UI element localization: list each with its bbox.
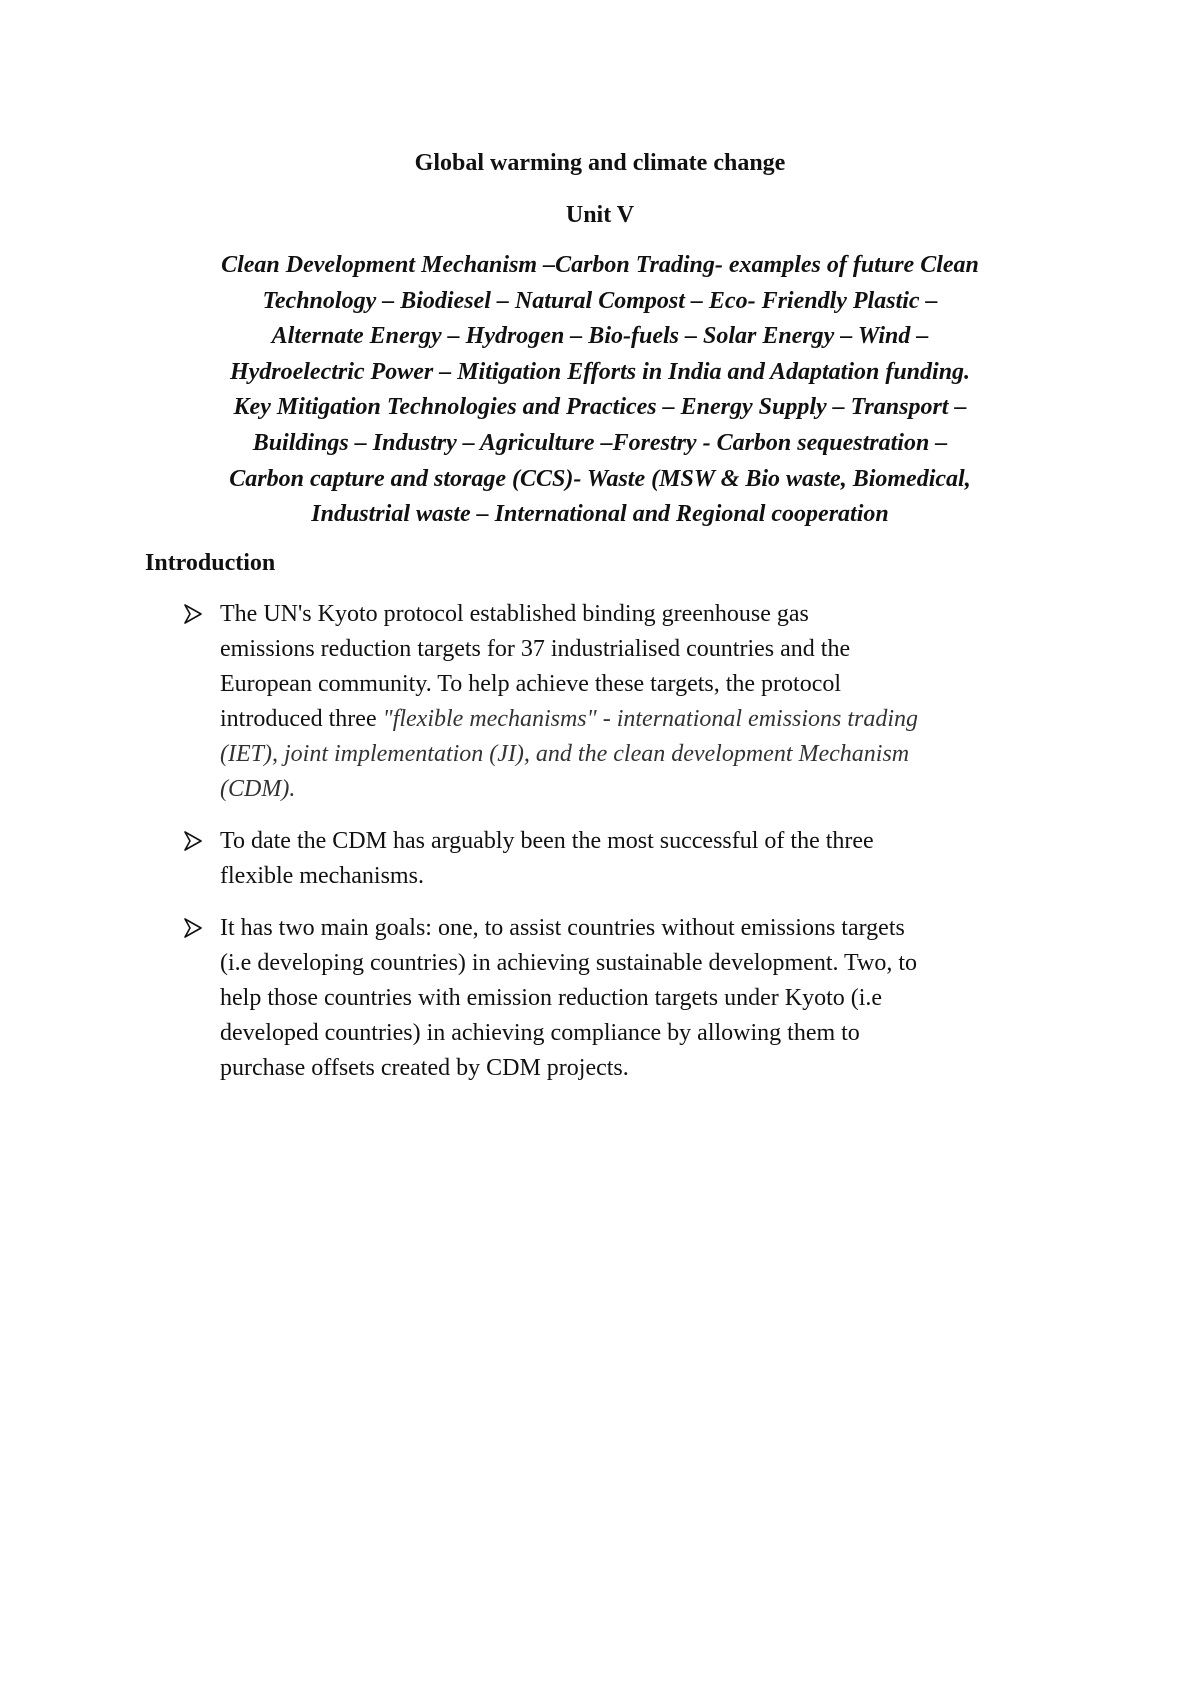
bullet-line: It has two main goals: one, to assist countries without emissions targets xyxy=(220,915,905,941)
syllabus-block xyxy=(140,248,1060,533)
italic-quote: (IET), joint implementation (JI), and the clean development Mechanism xyxy=(220,741,910,767)
bullet-line: developed countries) in achieving compliance by allowing them to xyxy=(220,1020,860,1046)
italic-quote: "flexible mechanisms" - international emissions trading xyxy=(382,706,919,732)
bullet-line: To date the CDM has arguably been the most successful of the three xyxy=(220,828,874,854)
syllabus-line: Hydroelectric Power – Mitigation Efforts in India and Adaptation funding. xyxy=(229,358,971,385)
syllabus-line: Carbon capture and storage (CCS)- Waste (MSW & Bio waste, Biomedical, xyxy=(229,465,971,492)
bullet-line-mixed xyxy=(220,702,1063,737)
bullet-text: introduced three xyxy=(220,706,383,732)
bullet-line: (i.e developing countries) in achieving sustainable development. Two, to xyxy=(220,950,918,976)
bullet-list xyxy=(183,597,1063,1103)
document-title: Global warming and climate change xyxy=(414,150,786,176)
list-item xyxy=(183,597,1063,807)
unit-label: Unit V xyxy=(565,202,635,228)
syllabus-line: Buildings – Industry – Agriculture –Forestry - Carbon sequestration – xyxy=(252,429,948,456)
italic-quote: (CDM). xyxy=(220,776,296,802)
bullet-line: purchase offsets created by CDM projects. xyxy=(220,1055,629,1081)
list-item xyxy=(183,824,1063,894)
bullet-line: emissions reduction targets for 37 industrialised countries and the xyxy=(220,636,851,662)
arrowhead-bullet-icon xyxy=(183,918,203,938)
bullet-line: The UN's Kyoto protocol established binding greenhouse gas xyxy=(220,601,809,627)
syllabus-line: Alternate Energy – Hydrogen – Bio-fuels – Solar Energy – Wind – xyxy=(271,323,929,350)
arrowhead-bullet-icon xyxy=(183,831,203,851)
syllabus-line: Technology – Biodiesel – Natural Compost – Eco- Friendly Plastic – xyxy=(262,287,938,314)
section-heading-introduction: Introduction xyxy=(145,550,276,576)
list-item xyxy=(183,911,1063,1086)
syllabus-line: Clean Development Mechanism –Carbon Trading- examples of future Clean xyxy=(221,252,979,278)
bullet-line: flexible mechanisms. xyxy=(220,863,424,889)
syllabus-line: Industrial waste – International and Regional cooperation xyxy=(311,501,889,528)
arrowhead-bullet-icon xyxy=(183,604,203,624)
bullet-line: European community. To help achieve these targets, the protocol xyxy=(220,671,842,697)
bullet-line: help those countries with emission reduction targets under Kyoto (i.e xyxy=(220,985,883,1011)
syllabus-line: Key Mitigation Technologies and Practices – Energy Supply – Transport – xyxy=(233,394,967,421)
